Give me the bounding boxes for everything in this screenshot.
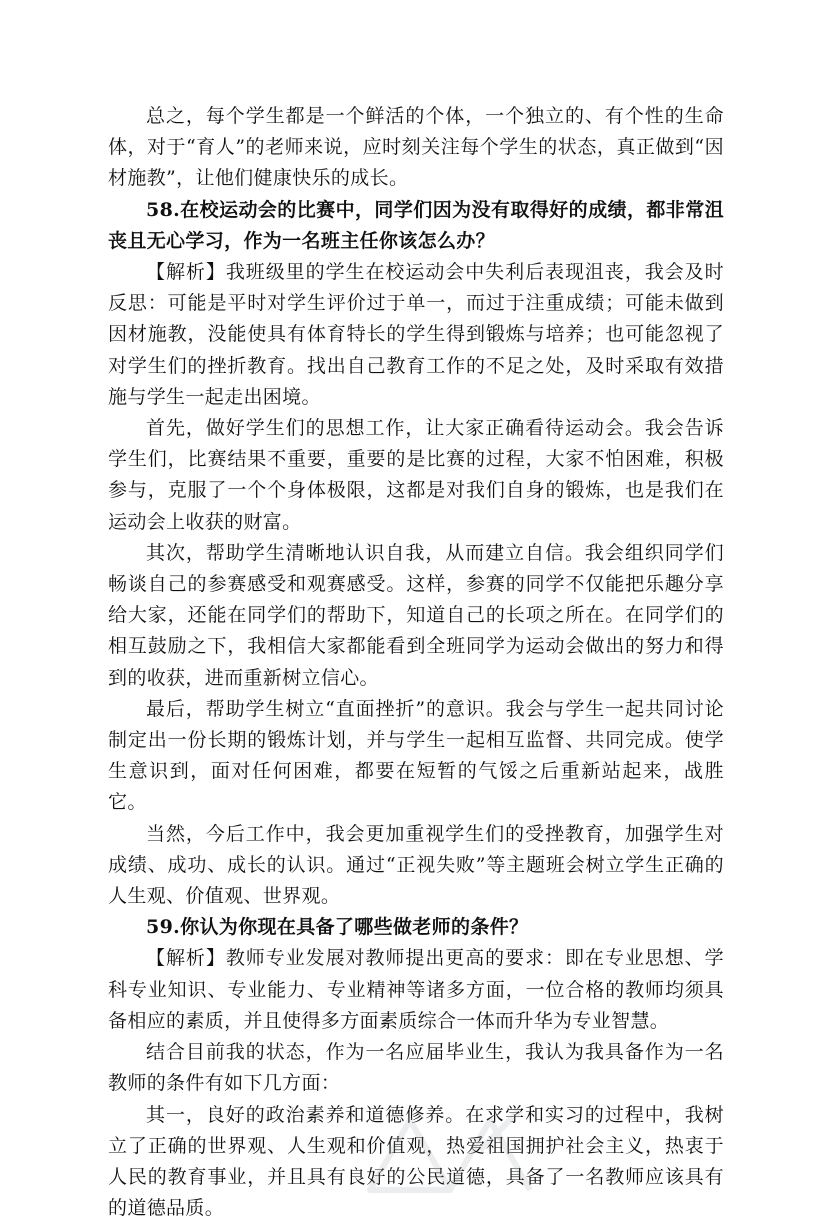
analysis-text: 我班级里的学生在校运动会中失利后表现沮丧，我会及时反思：可能是平时对学生评价过于单一，而过于注重成绩；可能未做到因材施教，没能使具有体育特长的学生得到锻炼与培养；也可能忽视了对学生们的挫折教育。找出自己教育工作的不足之处，及时采取有效措施与学生一起走出困境。 [108, 261, 724, 408]
paragraph-text: 当然，今后工作中，我会更加重视学生们的受挫教育，加强学生对成绩、成功、成长的认识。通过“正视失败”等主题班会树立学生正确的人生观、价值观、世界观。 [108, 823, 724, 907]
analysis-59 [108, 943, 724, 1037]
analysis-label: 【解析】 [146, 261, 226, 283]
analysis-label: 【解析】 [146, 947, 226, 969]
question-text: 59.你认为你现在具备了哪些做老师的条件？ [146, 916, 528, 938]
question-text: 58.在校运动会的比赛中，同学们因为没有取得好的成绩，都非常沮丧且无心学习，作为一名班主任你该怎么办？ [108, 199, 724, 252]
paragraph-of-course [108, 819, 724, 913]
paragraph-first [108, 413, 724, 538]
paragraph-text: 首先，做好学生们的思想工作，让大家正确看待运动会。我会告诉学生们，比赛结果不重要，重要的是比赛的过程，大家不怕困难，积极参与，克服了一个个身体极限，这都是对我们自身的锻炼，也是我们在运动会上收获的财富。 [108, 417, 724, 533]
paragraph-text: 其一，良好的政治素养和道德修养。在求学和实习的过程中，我树立了正确的世界观、人生观和价值观，热爱祖国拥护社会主义，热衷于人民的教育事业，并且具有良好的公民道德，具备了一名教师应该具有的道德品质。 [108, 1104, 724, 1220]
paragraph-second [108, 538, 724, 694]
document-body [108, 101, 724, 1224]
paragraph-text: 结合目前我的状态，作为一名应届毕业生，我认为我具备作为一名教师的条件有如下几方面： [108, 1041, 724, 1094]
question-59 [108, 912, 724, 943]
question-58 [108, 195, 724, 257]
analysis-58 [108, 257, 724, 413]
paragraph-finally [108, 694, 724, 819]
watermark-logo [330, 1080, 570, 1200]
analysis-text: 教师专业发展对教师提出更高的要求：即在专业思想、学科专业知识、专业能力、专业精神等诸多方面，一位合格的教师均须具备相应的素质，并且使得多方面素质综合一体而升华为专业智慧。 [108, 947, 724, 1031]
paragraph-text: 总之，每个学生都是一个鲜活的个体，一个独立的、有个性的生命体，对于“育人”的老师来说，应时刻关注每个学生的状态，真正做到“因材施教”，让他们健康快乐的成长。 [108, 105, 724, 189]
paragraph-text: 最后，帮助学生树立“直面挫折”的意识。我会与学生一起共同讨论制定出一份长期的锻炼计划，并与学生一起相互监督、共同完成。使学生意识到，面对任何困难，都要在短暂的气馁之后重新站起来，战胜它。 [108, 698, 724, 814]
paragraph-summary [108, 101, 724, 195]
paragraph-text: 其次，帮助学生清晰地认识自我，从而建立自信。我会组织同学们畅谈自己的参赛感受和观赛感受。这样，参赛的同学不仅能把乐趣分享给大家，还能在同学们的帮助下，知道自己的长项之所在。在同学们的相互鼓励之下，我相信大家都能看到全班同学为运动会做出的努力和得到的收获，进而重新树立信心。 [108, 542, 724, 689]
